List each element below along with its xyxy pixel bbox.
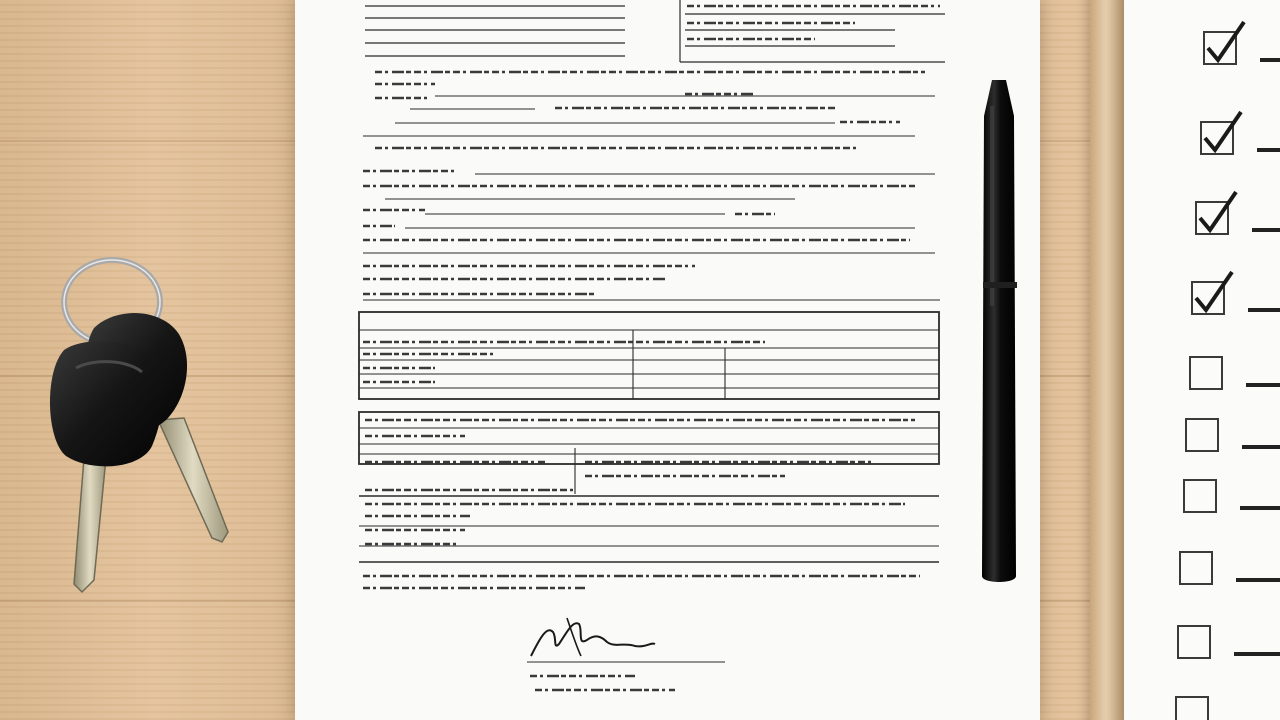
checklist-box: [1178, 626, 1210, 658]
signature: [531, 623, 655, 656]
black-pen: [970, 76, 1028, 588]
checklist-box: [1176, 697, 1208, 720]
key-blade-back: [158, 418, 228, 542]
checkmark-icon: [1208, 22, 1244, 60]
checklist-box: [1184, 480, 1216, 512]
checkmark-icon: [1205, 112, 1241, 150]
key-blade-front: [74, 458, 106, 592]
checklist-box: [1186, 419, 1218, 451]
checklist-box: [1190, 357, 1222, 389]
checkmark-icon: [1196, 272, 1232, 310]
form-content: [295, 0, 1040, 720]
checklist: [1124, 0, 1280, 720]
checkmark-icon: [1200, 192, 1236, 230]
form-paper: [295, 0, 1040, 720]
key-head-front: [50, 341, 163, 466]
checklist-box: [1180, 552, 1212, 584]
checklist-paper: [1124, 0, 1280, 720]
car-keys: [36, 250, 246, 600]
